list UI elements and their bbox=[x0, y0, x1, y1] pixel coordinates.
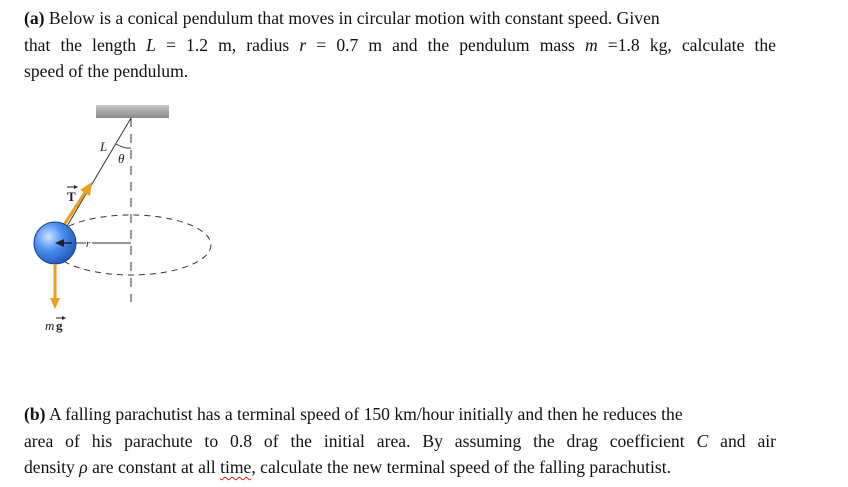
part-a-text-3: speed of the pendulum. bbox=[24, 61, 189, 81]
mass-value: =1.8 kg, calculate the bbox=[597, 34, 776, 55]
length-value: = 1.2 m, radius bbox=[155, 34, 300, 55]
ceiling-support bbox=[96, 105, 169, 118]
drag-coefficient-symbol: C bbox=[696, 430, 709, 451]
radius-symbol: r bbox=[299, 34, 307, 55]
part-b-label: (b) bbox=[24, 404, 46, 424]
label-theta: θ bbox=[118, 151, 125, 166]
part-b-line-2 bbox=[24, 428, 776, 455]
mass-symbol: m bbox=[584, 34, 598, 55]
gravity-arrowhead bbox=[50, 298, 60, 309]
part-b-text-3: density bbox=[24, 457, 80, 477]
part-b-text-3c: , calculate the new terminal speed of the falling parachutist. bbox=[251, 457, 671, 477]
pendulum-string bbox=[60, 118, 131, 238]
part-a-text-1: Below is a conical pendulum that moves in circular motion with constant speed. Given bbox=[44, 8, 660, 28]
label-tension: T bbox=[67, 189, 76, 204]
label-gravity-symbol: g bbox=[56, 318, 63, 333]
label-radius: r bbox=[86, 238, 91, 250]
part-a-text-2: that the length bbox=[24, 34, 147, 55]
part-b-line-3 bbox=[24, 454, 776, 481]
gravity-vector-mark-head bbox=[62, 316, 66, 320]
label-length: L bbox=[100, 139, 108, 154]
part-b-text-2: area of his parachute to 0.8 of the initial area. By assuming the drag coefficient bbox=[24, 430, 697, 451]
length-symbol: L bbox=[146, 34, 156, 55]
spellcheck-word-time: time bbox=[220, 457, 252, 477]
theta-angle-arc bbox=[116, 144, 131, 148]
part-b-text-1: A falling parachutist has a terminal speed of 150 km/hour initially and then he reduces the bbox=[45, 404, 683, 424]
radius-value: = 0.7 m and the pendulum mass bbox=[306, 34, 585, 55]
part-b-text-3b: are constant at all bbox=[87, 457, 221, 477]
label-mass-symbol: m bbox=[45, 318, 55, 333]
question-part-b bbox=[24, 401, 776, 481]
part-b-text-2b: and air bbox=[708, 430, 777, 451]
density-symbol: ρ bbox=[79, 457, 88, 477]
part-b-line-1 bbox=[24, 401, 776, 428]
part-a-label: (a) bbox=[24, 8, 45, 28]
